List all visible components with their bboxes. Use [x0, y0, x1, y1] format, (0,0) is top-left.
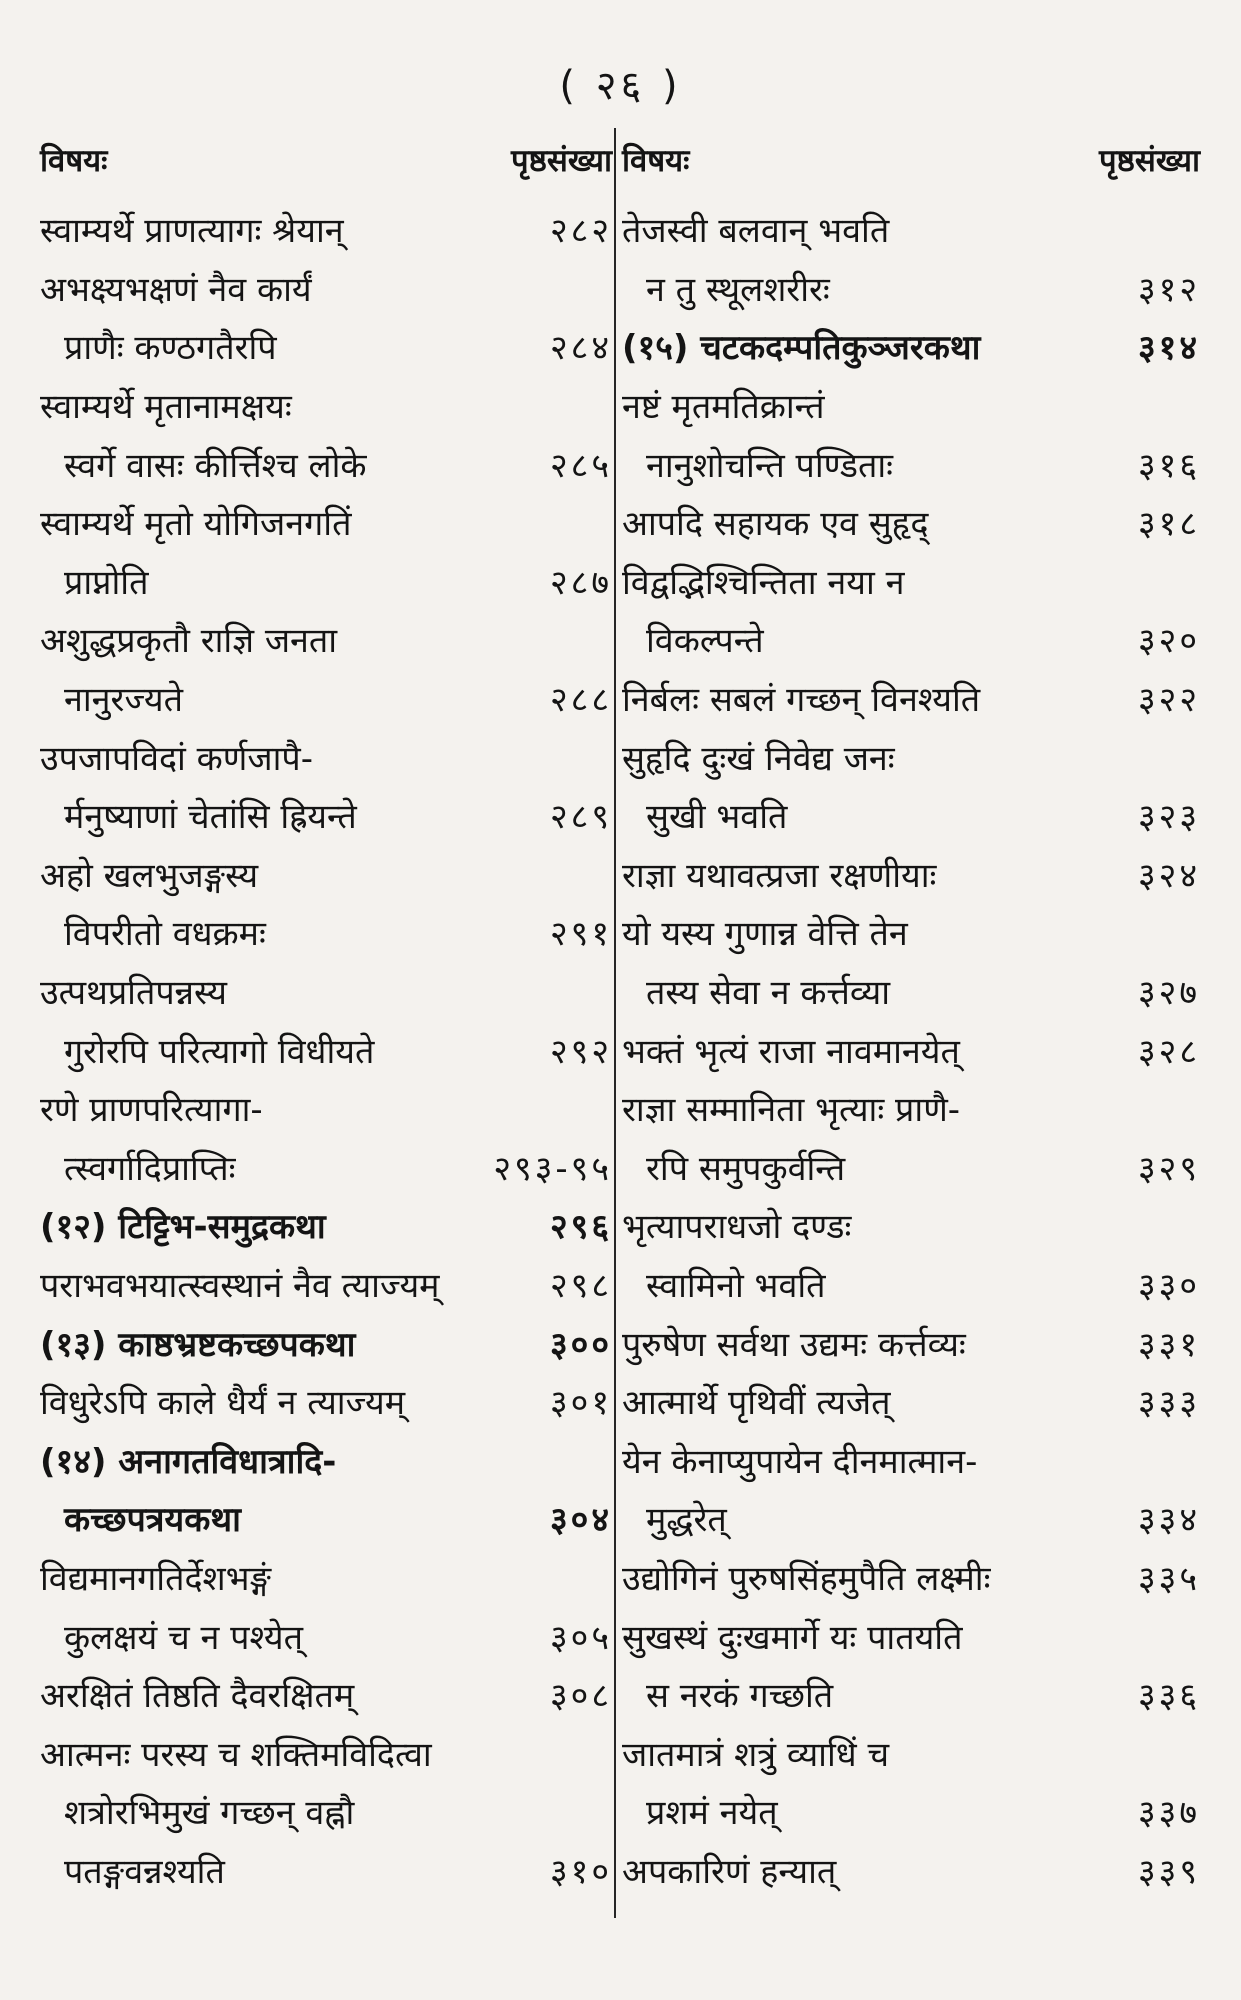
entry-page-number: ३०५ [549, 1617, 612, 1658]
entry-page-number: २९२ [549, 1031, 612, 1072]
entry-title: कुलक्षयं च न पश्येत् [64, 1617, 304, 1658]
entry-page-number: ३३३ [1137, 1383, 1200, 1424]
entry-page-number: २८७ [549, 562, 612, 603]
index-entry [622, 1548, 1200, 1607]
entry-page-number: ३३४ [1137, 1500, 1200, 1541]
index-entry [40, 200, 612, 259]
entry-title: भृत्यापराधजो दण्डः [622, 1207, 852, 1248]
entry-title: (१५) चटकदम्पतिकुञ्जरकथा [622, 328, 981, 369]
index-entry [622, 962, 1200, 1021]
entry-title: आत्मनः परस्य च शक्तिमविदित्वा [40, 1734, 432, 1775]
column-header [40, 128, 612, 192]
index-entry [40, 1079, 612, 1138]
index-entry [40, 376, 612, 435]
entry-title: पराभवभयात्स्वस्थानं नैव त्याज्यम् [40, 1265, 440, 1306]
entry-page-number: २८४ [549, 328, 612, 369]
index-entry [40, 1841, 612, 1900]
entry-title: (१३) काष्ठभ्रष्टकच्छपकथा [40, 1324, 356, 1365]
entry-title: नष्टं मृतमतिक्रान्तं [622, 387, 825, 428]
page-number: ( २६ ) [559, 63, 682, 109]
entry-page-number: ३०१ [549, 1383, 612, 1424]
index-entry [40, 1138, 612, 1197]
index-entry [40, 1606, 612, 1665]
index-entry [40, 493, 612, 552]
entry-page-number: ३१२ [1137, 269, 1200, 310]
index-entry [40, 727, 612, 786]
entry-title: उद्योगिनं पुरुषसिंहमुपैति लक्ष्मीः [622, 1558, 991, 1599]
index-entry [40, 1548, 612, 1607]
index-entry [40, 1430, 612, 1489]
index-entry [622, 1020, 1200, 1079]
entry-page-number: २९३-९५ [493, 1148, 612, 1189]
page-heading: पृष्ठसंख्या [1099, 143, 1200, 179]
entry-title: मुद्धरेत् [646, 1500, 727, 1541]
entry-title: विद्वद्भिश्चिन्तिता नया न [622, 562, 905, 603]
entry-title: रणे प्राणपरित्यागा- [40, 1090, 263, 1131]
index-entry [622, 1372, 1200, 1431]
entry-title: प्रशमं नयेत् [646, 1793, 778, 1834]
entry-title: अहो खलभुजङ्गस्य [40, 855, 259, 896]
entry-page-number: ३२८ [1137, 1031, 1200, 1072]
entry-page-number: ३१० [549, 1851, 612, 1892]
index-entry [622, 1313, 1200, 1372]
entry-title: र्मनुष्याणां चेतांसि ह्रियन्ते [64, 797, 357, 838]
entry-page-number: ३१८ [1137, 504, 1200, 545]
entry-page-number: ३३७ [1137, 1793, 1200, 1834]
index-entry [622, 1606, 1200, 1665]
index-entry [622, 1782, 1200, 1841]
entry-page-number: ३३५ [1137, 1558, 1200, 1599]
index-entry [40, 317, 612, 376]
entry-title: आत्मार्थे पृथिवीं त्यजेत् [622, 1383, 891, 1424]
entry-page-number: ३२२ [1137, 680, 1200, 721]
entry-title: न तु स्थूलशरीरः [646, 269, 830, 310]
index-entry [40, 1372, 612, 1431]
entry-title: भक्तं भृत्यं राजा नावमानयेत् [622, 1031, 960, 1072]
entry-page-number: ३२४ [1137, 855, 1200, 896]
entry-title: जातमात्रं शत्रुं व्याधिं च [622, 1734, 890, 1775]
index-entry [40, 259, 612, 318]
index-entry [622, 1430, 1200, 1489]
entry-title: स्वाम्यर्थे मृतानामक्षयः [40, 387, 292, 428]
entry-page-number: ३३९ [1137, 1851, 1200, 1892]
index-entry [622, 845, 1200, 904]
entry-title: राज्ञा यथावत्प्रजा रक्षणीयाः [622, 855, 937, 896]
entry-title: येन केनाप्युपायेन दीनमात्मान- [622, 1441, 978, 1482]
entry-title: प्राप्नोति [64, 562, 149, 603]
index-entry [622, 610, 1200, 669]
entry-page-number: २८८ [549, 680, 612, 721]
entry-title: यो यस्य गुणान्न वेत्ति तेन [622, 914, 908, 955]
index-entry [40, 1665, 612, 1724]
entry-page-number: ३३१ [1137, 1324, 1200, 1365]
entry-title: उत्पथप्रतिपन्नस्य [40, 973, 227, 1014]
entry-title: स्वाम्यर्थे प्राणत्यागः श्रेयान् [40, 211, 344, 252]
entry-page-number: ३०० [549, 1324, 612, 1365]
entry-title: विकल्पन्ते [646, 621, 764, 662]
entry-page-number: ३१६ [1137, 445, 1200, 486]
index-entry [622, 1489, 1200, 1548]
entry-page-number: ३२३ [1137, 797, 1200, 838]
index-entry [622, 493, 1200, 552]
index-entry [622, 1723, 1200, 1782]
entry-title: सुखी भवति [646, 797, 788, 838]
entry-title: सुखस्थं दुःखमार्गे यः पातयति [622, 1617, 963, 1658]
index-entry [622, 317, 1200, 376]
index-entry [40, 669, 612, 728]
entry-title: सुहृदि दुःखं निवेद्य जनः [622, 738, 895, 779]
index-entry [622, 1196, 1200, 1255]
index-entry [622, 669, 1200, 728]
entry-page-number: ३१४ [1137, 328, 1200, 369]
index-entry [40, 1489, 612, 1548]
entry-title: शत्रोरभिमुखं गच्छन् वह्नौ [64, 1793, 355, 1834]
entry-title: नानुशोचन्ति पण्डिताः [646, 445, 894, 486]
entry-page-number: २९१ [549, 914, 612, 955]
entry-title: उपजापविदां कर्णजापै- [40, 738, 313, 779]
index-entry [622, 376, 1200, 435]
entry-title: (१४) अनागतविधात्रादि- [40, 1441, 337, 1482]
entry-title: पतङ्गवन्नश्यति [64, 1851, 225, 1892]
entry-page-number: ३२९ [1137, 1148, 1200, 1189]
index-entry [40, 610, 612, 669]
entry-title: निर्बलः सबलं गच्छन् विनश्यति [622, 680, 981, 721]
index-entry [40, 962, 612, 1021]
index-entry [40, 845, 612, 904]
index-entry [622, 903, 1200, 962]
index-entry [622, 1079, 1200, 1138]
entry-page-number: ३३० [1137, 1265, 1200, 1306]
entry-title: अशुद्धप्रकृतौ राज्ञि जनता [40, 621, 338, 662]
index-entry [622, 552, 1200, 611]
entry-title: विद्यमानगतिर्देशभङ्गं [40, 1558, 272, 1599]
index-entry [40, 1255, 612, 1314]
entry-title: अभक्ष्यभक्षणं नैव कार्यं [40, 269, 312, 310]
column-header [622, 128, 1200, 192]
entry-title: अपकारिणं हन्यात् [622, 1851, 837, 1892]
entry-title: राज्ञा सम्मानिता भृत्याः प्राणै- [622, 1090, 961, 1131]
index-entry [40, 1020, 612, 1079]
entry-title: आपदि सहायक एव सुहृद् [622, 504, 929, 545]
entry-title: तस्य सेवा न कर्त्तव्या [646, 973, 891, 1014]
entry-title: स्वाम्यर्थे मृतो योगिजनगतिं [40, 504, 352, 545]
index-entry [622, 1665, 1200, 1724]
index-entry [622, 786, 1200, 845]
index-entry [622, 727, 1200, 786]
entry-page-number: ३३६ [1137, 1676, 1200, 1717]
subject-heading: विषयः [622, 143, 690, 179]
column-divider [614, 128, 616, 1918]
index-entry [622, 1255, 1200, 1314]
index-entry [40, 1723, 612, 1782]
entry-page-number: २९६ [549, 1207, 612, 1248]
index-column-left [40, 128, 612, 1899]
entry-page-number: २८५ [549, 445, 612, 486]
entry-page-number: ३२७ [1137, 973, 1200, 1014]
index-entry [622, 1138, 1200, 1197]
entry-title: अरक्षितं तिष्ठति दैवरक्षितम् [40, 1676, 355, 1717]
index-entry [40, 1313, 612, 1372]
entry-title: विधुरेऽपि काले धैर्यं न त्याज्यम् [40, 1383, 406, 1424]
index-entry [40, 1196, 612, 1255]
entry-title: नानुरज्यते [64, 680, 183, 721]
entry-page-number: २८९ [549, 797, 612, 838]
entry-title: विपरीतो वधक्रमः [64, 914, 266, 955]
index-column-right [622, 128, 1200, 1899]
index-entry [622, 200, 1200, 259]
entry-page-number: ३०४ [549, 1500, 612, 1541]
entry-page-number: ३०८ [549, 1676, 612, 1717]
entry-title: त्स्वर्गादिप्राप्तिः [64, 1148, 236, 1189]
index-entry [622, 1841, 1200, 1900]
page-heading: पृष्ठसंख्या [511, 143, 612, 179]
index-entry [40, 552, 612, 611]
entry-title: स नरकं गच्छति [646, 1676, 834, 1717]
index-entry [622, 434, 1200, 493]
index-entries-left [40, 200, 612, 1899]
index-entry [622, 259, 1200, 318]
entry-title: गुरोरपि परित्यागो विधीयते [64, 1031, 375, 1072]
subject-heading: विषयः [40, 143, 108, 179]
index-entry [40, 786, 612, 845]
index-entry [40, 903, 612, 962]
entry-page-number: २९८ [549, 1265, 612, 1306]
entry-page-number: २८२ [549, 211, 612, 252]
entry-title: तेजस्वी बलवान् भवति [622, 211, 890, 252]
entry-title: पुरुषेण सर्वथा उद्यमः कर्त्तव्यः [622, 1324, 966, 1365]
entry-title: (१२) टिट्टिभ-समुद्रकथा [40, 1207, 326, 1248]
index-entry [40, 1782, 612, 1841]
entry-page-number: ३२० [1137, 621, 1200, 662]
entry-title: स्वामिनो भवति [646, 1265, 826, 1306]
entry-title: कच्छपत्रयकथा [64, 1500, 241, 1541]
entry-title: प्राणैः कण्ठगतैरपि [64, 328, 277, 369]
index-entries-right [622, 200, 1200, 1899]
entry-title: स्वर्गे वासः कीर्त्तिश्च लोके [64, 445, 367, 486]
entry-title: रपि समुपकुर्वन्ति [646, 1148, 846, 1189]
index-entry [40, 434, 612, 493]
